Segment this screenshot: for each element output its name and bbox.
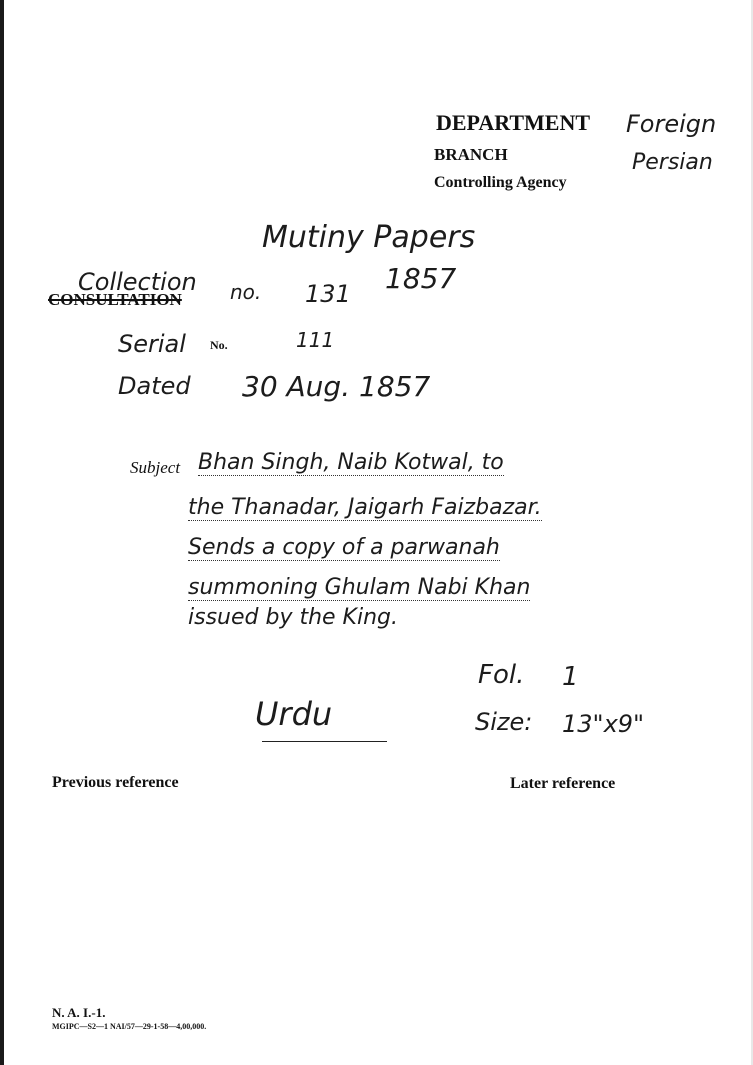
size-label: Size: — [475, 708, 533, 736]
department-label: DEPARTMENT — [436, 110, 591, 135]
subject-label: Subject — [130, 458, 181, 477]
dated-handwritten-label: Dated — [118, 372, 191, 400]
subject-line-5: issued by the King. — [188, 605, 398, 630]
language-note: Urdu — [255, 695, 333, 733]
subject-line-4: summoning Ghulam Nabi Khan — [188, 575, 531, 600]
language-underline — [262, 741, 387, 742]
branch-label: BRANCH — [434, 145, 508, 164]
size-value: 13"x9" — [562, 710, 645, 738]
title-line: Mutiny Papers — [262, 220, 476, 255]
consultation-printed-label: CONSULTATION — [48, 290, 182, 309]
previous-reference-label: Previous reference — [52, 774, 179, 791]
serial-handwritten-label: Serial — [118, 330, 186, 358]
subject-line-3: Sends a copy of a parwanah — [188, 535, 500, 560]
title-year: 1857 — [385, 262, 457, 295]
folio-value: 1 — [562, 662, 579, 692]
department-value: Foreign — [626, 110, 717, 138]
scan-left-edge — [0, 0, 4, 1065]
dated-value: 30 Aug. 1857 — [242, 370, 431, 403]
serial-no-label: No. — [210, 338, 228, 352]
later-reference-label: Later reference — [510, 775, 616, 792]
subject-line-1: Bhan Singh, Naib Kotwal, to — [198, 450, 504, 475]
collection-no-label: no. — [230, 280, 262, 304]
serial-number: 111 — [296, 328, 335, 352]
folio-label: Fol. — [478, 660, 525, 690]
collection-handwritten-label: Collection — [78, 268, 197, 296]
form-code: N. A. I.-1. — [52, 1005, 106, 1020]
branch-value: Persian — [632, 150, 713, 175]
print-imprint: MGIPC—S2—1 NAI/57—29-1-58—4,00,000. — [52, 1022, 207, 1031]
agency-label: Controlling Agency — [434, 174, 567, 191]
collection-number: 131 — [305, 280, 351, 308]
subject-line-2: the Thanadar, Jaigarh Faizbazar. — [188, 495, 542, 520]
